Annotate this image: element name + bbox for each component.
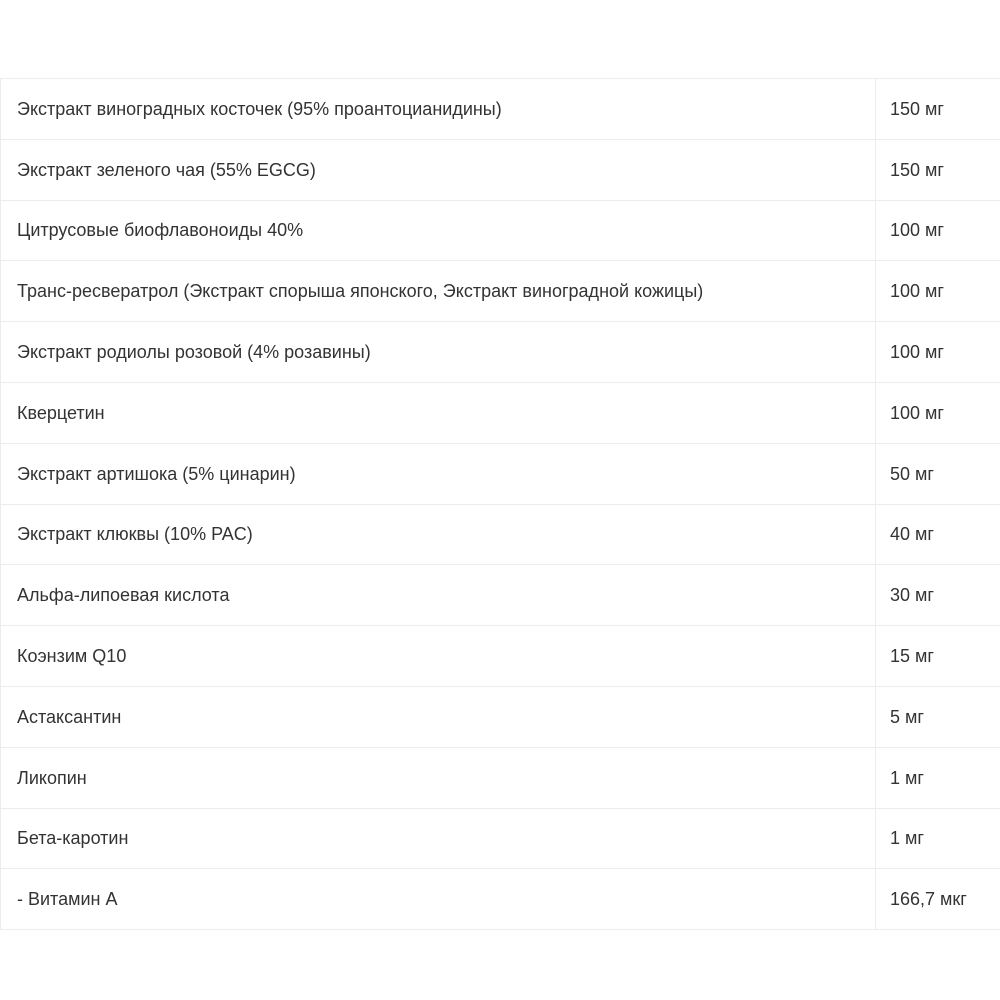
table-row <box>1 443 1000 504</box>
table-row <box>1 869 1000 930</box>
ingredient-amount: 15 мг <box>876 626 1000 687</box>
ingredient-name: Экстракт клюквы (10% PAC) <box>1 504 876 565</box>
table-row <box>1 382 1000 443</box>
ingredient-name: Коэнзим Q10 <box>1 626 876 687</box>
ingredient-name: Экстракт виноградных косточек (95% проантоцианидины) <box>1 79 876 140</box>
table-row <box>1 79 1000 140</box>
ingredient-amount: 100 мг <box>876 200 1000 261</box>
table-row <box>1 626 1000 687</box>
table-row <box>1 747 1000 808</box>
ingredients-table <box>0 78 1000 930</box>
ingredient-name: Экстракт родиолы розовой (4% розавины) <box>1 322 876 383</box>
table-row <box>1 139 1000 200</box>
ingredient-amount: 30 мг <box>876 565 1000 626</box>
ingredient-amount: 1 мг <box>876 808 1000 869</box>
ingredient-amount: 100 мг <box>876 322 1000 383</box>
ingredient-name: Бета-каротин <box>1 808 876 869</box>
table-row <box>1 565 1000 626</box>
ingredients-table-container <box>0 78 1000 930</box>
table-row <box>1 686 1000 747</box>
ingredient-name: Цитрусовые биофлавоноиды 40% <box>1 200 876 261</box>
ingredient-amount: 166,7 мкг <box>876 869 1000 930</box>
ingredient-name: Альфа-липоевая кислота <box>1 565 876 626</box>
table-row <box>1 808 1000 869</box>
ingredient-amount: 100 мг <box>876 382 1000 443</box>
ingredient-amount: 5 мг <box>876 686 1000 747</box>
ingredient-name: - Витамин А <box>1 869 876 930</box>
ingredient-amount: 100 мг <box>876 261 1000 322</box>
ingredient-name: Транс-ресвератрол (Экстракт спорыша японского, Экстракт виноградной кожицы) <box>1 261 876 322</box>
ingredient-amount: 150 мг <box>876 79 1000 140</box>
table-row <box>1 322 1000 383</box>
table-row <box>1 261 1000 322</box>
ingredient-name: Экстракт артишока (5% цинарин) <box>1 443 876 504</box>
ingredient-name: Астаксантин <box>1 686 876 747</box>
ingredient-amount: 40 мг <box>876 504 1000 565</box>
table-row <box>1 200 1000 261</box>
ingredient-amount: 150 мг <box>876 139 1000 200</box>
ingredient-name: Ликопин <box>1 747 876 808</box>
ingredient-amount: 50 мг <box>876 443 1000 504</box>
table-row <box>1 504 1000 565</box>
ingredient-amount: 1 мг <box>876 747 1000 808</box>
ingredient-name: Экстракт зеленого чая (55% EGCG) <box>1 139 876 200</box>
ingredient-name: Кверцетин <box>1 382 876 443</box>
